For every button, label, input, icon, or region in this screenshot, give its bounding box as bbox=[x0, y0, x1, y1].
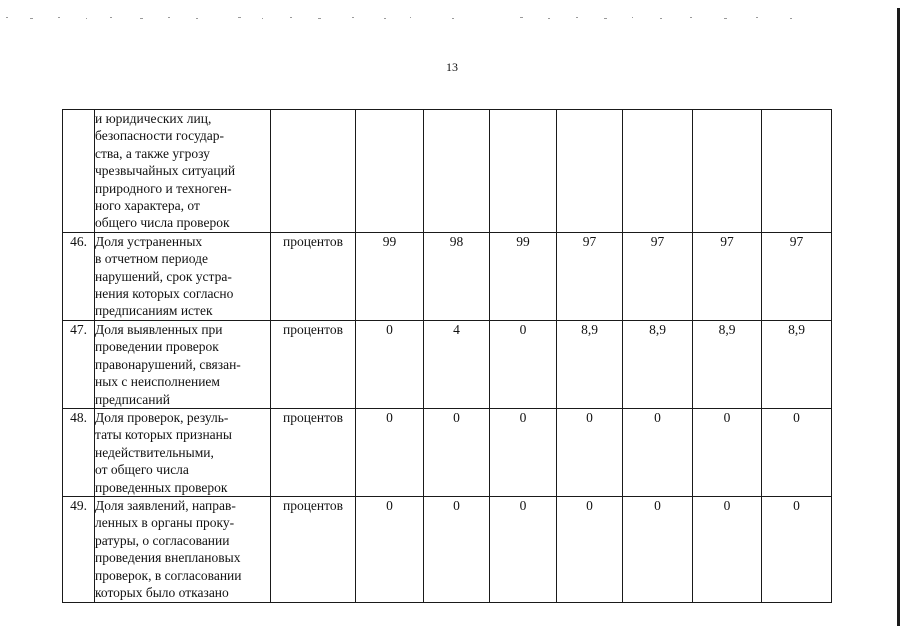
table-row bbox=[63, 110, 832, 233]
scan-noise-strip bbox=[0, 14, 905, 22]
description-line: безопасности государ- bbox=[95, 128, 224, 144]
description-line: Доля проверок, резуль- bbox=[95, 409, 229, 425]
row-number: 49. bbox=[63, 496, 95, 602]
value-cell bbox=[557, 110, 623, 233]
value-cell: 97 bbox=[557, 232, 623, 320]
value-cell bbox=[623, 110, 693, 233]
indicator-table bbox=[62, 109, 832, 603]
value-cell: 98 bbox=[424, 232, 490, 320]
page-number: 13 bbox=[446, 60, 458, 74]
unit-cell bbox=[271, 110, 356, 233]
row-number: 46. bbox=[63, 232, 95, 320]
indicator-description bbox=[95, 320, 271, 408]
description-line: нарушений, срок устра- bbox=[95, 268, 232, 284]
value-cell: 97 bbox=[623, 232, 693, 320]
indicator-description bbox=[95, 110, 271, 233]
description-line: предписаниям истек bbox=[95, 303, 213, 319]
description-line: недействительными, bbox=[95, 444, 214, 460]
indicator-description bbox=[95, 232, 271, 320]
unit-cell: процентов bbox=[271, 320, 356, 408]
description-line: ного характера, от bbox=[95, 198, 200, 214]
value-cell bbox=[424, 110, 490, 233]
value-cell: 0 bbox=[693, 408, 762, 496]
table-row bbox=[63, 496, 832, 602]
value-cell: 4 bbox=[424, 320, 490, 408]
description-line: проведения внеплановых bbox=[95, 550, 241, 566]
value-cell: 8,9 bbox=[623, 320, 693, 408]
description-line: от общего числа bbox=[95, 462, 189, 478]
value-cell: 0 bbox=[693, 496, 762, 602]
description-line: в отчетном периоде bbox=[95, 251, 208, 267]
description-line: предписаний bbox=[95, 391, 170, 407]
value-cell: 0 bbox=[490, 320, 557, 408]
row-number: 48. bbox=[63, 408, 95, 496]
scan-edge-bar bbox=[897, 8, 900, 626]
value-cell: 0 bbox=[356, 408, 424, 496]
value-cell: 0 bbox=[356, 320, 424, 408]
value-cell: 8,9 bbox=[557, 320, 623, 408]
indicator-description bbox=[95, 496, 271, 602]
value-cell: 0 bbox=[356, 496, 424, 602]
description-line: нения которых согласно bbox=[95, 286, 234, 302]
value-cell: 0 bbox=[490, 408, 557, 496]
description-line: ленных в органы проку- bbox=[95, 515, 235, 531]
value-cell: 0 bbox=[762, 408, 832, 496]
value-cell: 97 bbox=[762, 232, 832, 320]
description-line: чрезвычайных ситуаций bbox=[95, 163, 236, 179]
value-cell: 0 bbox=[623, 408, 693, 496]
value-cell: 0 bbox=[557, 496, 623, 602]
value-cell: 99 bbox=[356, 232, 424, 320]
description-line: ратуры, о согласовании bbox=[95, 532, 230, 548]
value-cell: 99 bbox=[490, 232, 557, 320]
description-line: проверок, в согласовании bbox=[95, 567, 242, 583]
value-cell: 0 bbox=[490, 496, 557, 602]
value-cell bbox=[762, 110, 832, 233]
description-line: таты которых признаны bbox=[95, 427, 232, 443]
row-number bbox=[63, 110, 95, 233]
value-cell: 8,9 bbox=[693, 320, 762, 408]
table-row bbox=[63, 408, 832, 496]
description-line: которых было отказано bbox=[95, 584, 229, 600]
value-cell: 0 bbox=[557, 408, 623, 496]
description-line: проведенных проверок bbox=[95, 479, 228, 495]
description-line: ных с неисполнением bbox=[95, 374, 220, 390]
indicator-description bbox=[95, 408, 271, 496]
unit-cell: процентов bbox=[271, 496, 356, 602]
description-line: общего числа проверок bbox=[95, 215, 230, 231]
value-cell: 0 bbox=[762, 496, 832, 602]
unit-cell: процентов bbox=[271, 408, 356, 496]
description-line: Доля устраненных bbox=[95, 233, 203, 249]
table-row bbox=[63, 320, 832, 408]
table-row bbox=[63, 232, 832, 320]
value-cell: 0 bbox=[623, 496, 693, 602]
value-cell bbox=[356, 110, 424, 233]
description-line: правонарушений, связан- bbox=[95, 356, 241, 372]
description-line: Доля заявлений, направ- bbox=[95, 497, 236, 513]
description-line: Доля выявленных при bbox=[95, 321, 223, 337]
description-line: проведении проверок bbox=[95, 339, 219, 355]
description-line: и юридических лиц, bbox=[95, 111, 212, 126]
unit-cell: процентов bbox=[271, 232, 356, 320]
value-cell: 8,9 bbox=[762, 320, 832, 408]
value-cell bbox=[693, 110, 762, 233]
description-line: природного и техноген- bbox=[95, 180, 232, 196]
row-number: 47. bbox=[63, 320, 95, 408]
description-line: ства, а также угрозу bbox=[95, 145, 210, 161]
value-cell bbox=[490, 110, 557, 233]
value-cell: 0 bbox=[424, 496, 490, 602]
value-cell: 97 bbox=[693, 232, 762, 320]
value-cell: 0 bbox=[424, 408, 490, 496]
